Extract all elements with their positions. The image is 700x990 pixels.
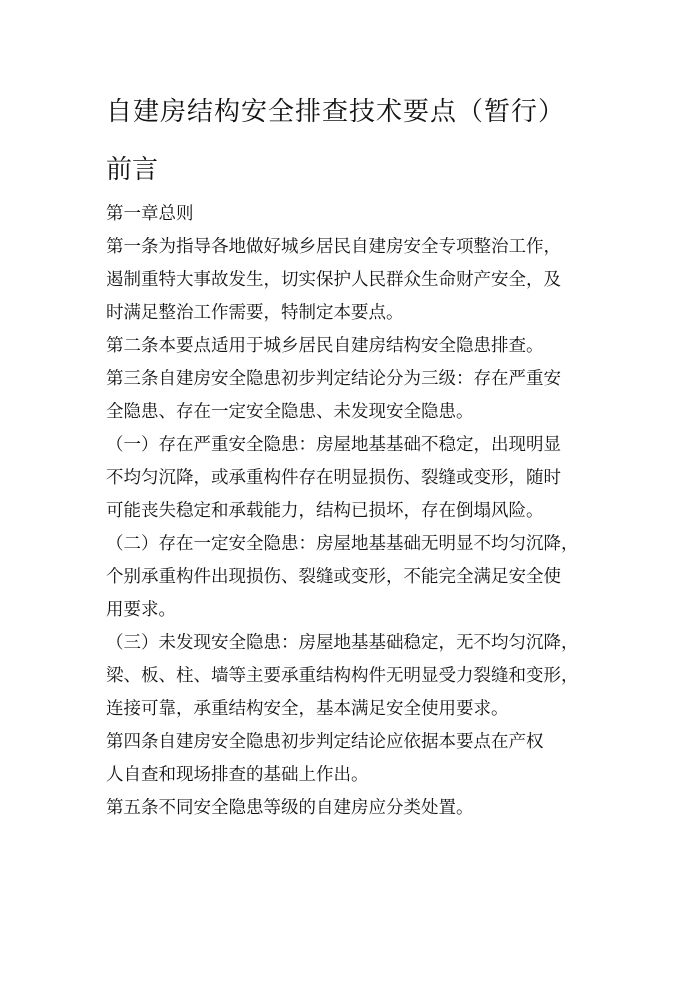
body-line: 用要求。 <box>106 600 176 620</box>
body-line: 连接可靠，承重结构安全，基本满足安全使用要求。 <box>106 699 509 719</box>
body-line: 遏制重特大事故发生，切实保护人民群众生命财产安全，及 <box>106 270 561 290</box>
body-line: 人自查和现场排查的基础上作出。 <box>106 765 369 785</box>
body-line: 第四条自建房安全隐患初步判定结论应依据本要点在产权 <box>106 732 544 752</box>
body-line: 个别承重构件出现损伤、裂缝或变形，不能完全满足安全使 <box>106 567 561 587</box>
body-line: （一）存在严重安全隐患：房屋地基基础不稳定，出现明显 <box>106 435 561 455</box>
body-line: 可能丧失稳定和承载能力，结构已损坏，存在倒塌风险。 <box>106 501 544 521</box>
document-title: 自建房结构安全排查技术要点（暂行） <box>106 97 566 127</box>
body-line: 第五条不同安全隐患等级的自建房应分类处置。 <box>106 798 474 818</box>
body-line: 第一条为指导各地做好城乡居民自建房安全专项整治工作， <box>106 237 561 257</box>
body-line: （二）存在一定安全隐患：房屋地基基础无明显不均匀沉降， <box>106 534 579 554</box>
body-line: （三）未发现安全隐患：房屋地基基础稳定，无不均匀沉降， <box>106 633 579 653</box>
body-line: 梁、板、柱、墙等主要承重结构构件无明显受力裂缝和变形， <box>106 666 579 686</box>
chapter-heading: 第一章总则 <box>106 204 194 224</box>
body-line: 全隐患、存在一定安全隐患、未发现安全隐患。 <box>106 402 474 422</box>
preface-heading: 前言 <box>106 155 159 185</box>
document-body <box>106 198 601 825</box>
body-line: 不均匀沉降，或承重构件存在明显损伤、裂缝或变形，随时 <box>106 468 561 488</box>
body-line: 第二条本要点适用于城乡居民自建房结构安全隐患排查。 <box>106 336 544 356</box>
body-line: 第三条自建房安全隐患初步判定结论分为三级：存在严重安 <box>106 369 561 389</box>
body-line: 时满足整治工作需要，特制定本要点。 <box>106 303 404 323</box>
